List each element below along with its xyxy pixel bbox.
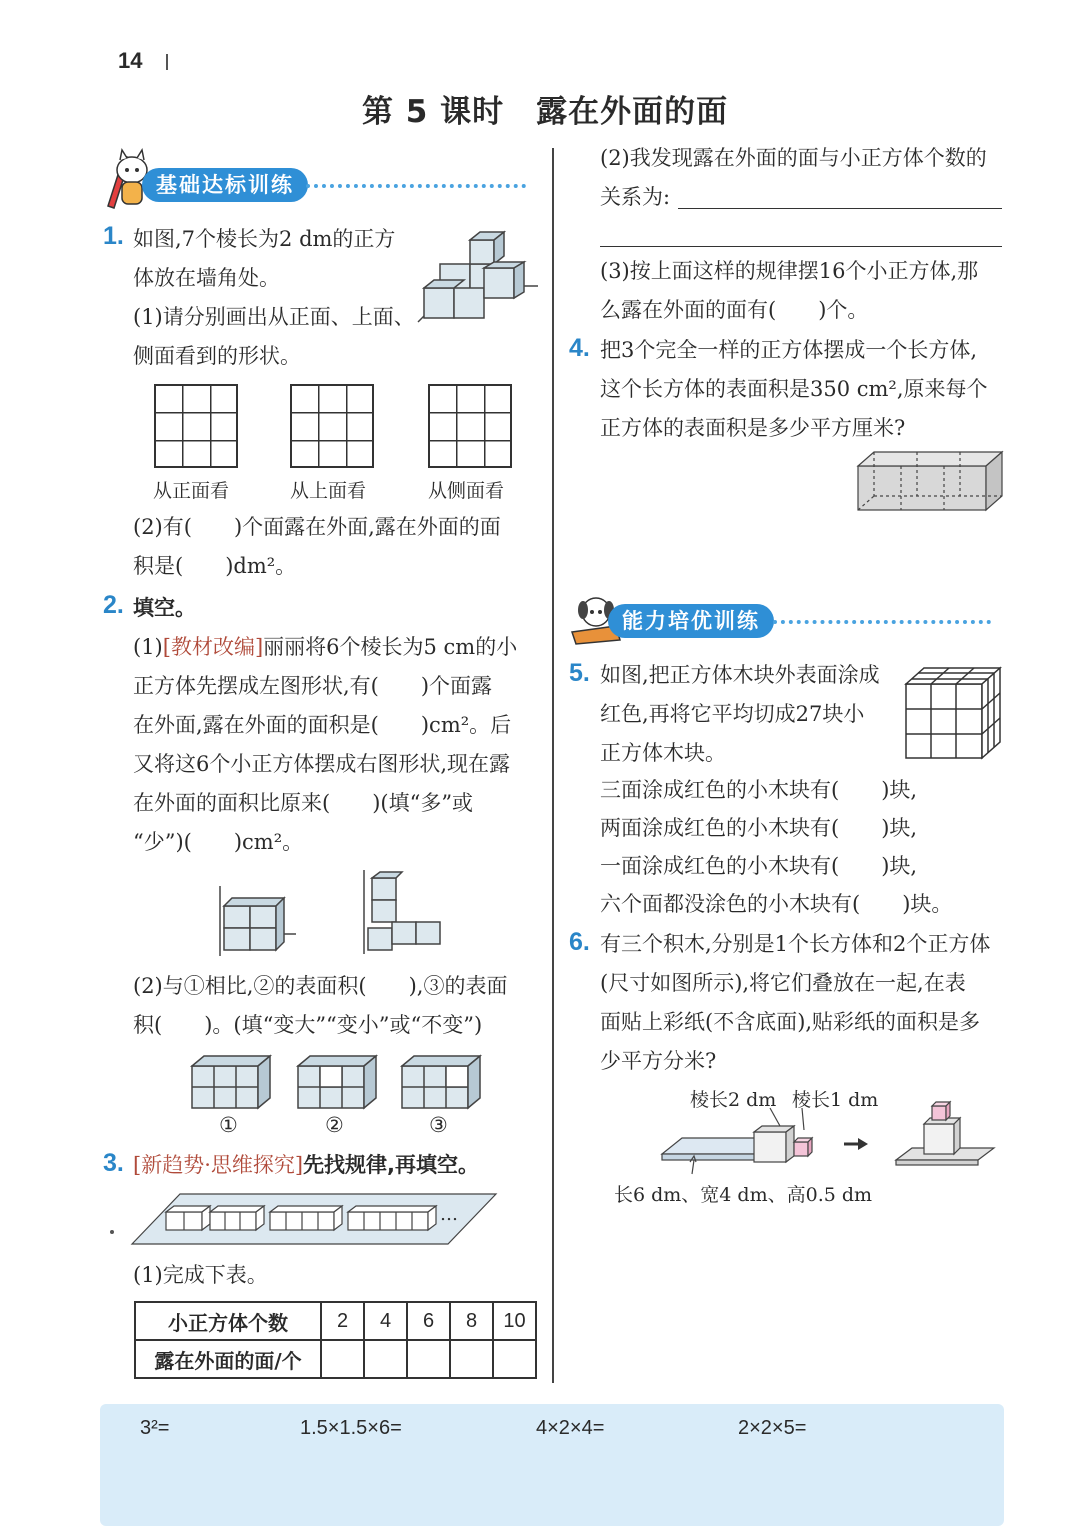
q4-line: 把3个完全一样的正方体摆成一个长方体, [600,338,978,362]
q1-line: 如图,7个棱长为2 dm的正方 [133,227,396,251]
banner-dots [306,184,526,188]
calc-item: 3²= [140,1417,170,1439]
calc-item: 4×2×4= [536,1417,605,1439]
q1-line: 体放在墙角处。 [133,266,280,290]
q5-line: 一面涂成红色的小木块有( )块, [600,854,918,878]
q2-line: 在外面的面积比原来( )(填“多”或 [133,791,474,815]
dimension-label: 长6 dm、宽4 dm、高0.5 dm [614,1184,873,1206]
table-answer-cell[interactable] [450,1340,493,1378]
grid-caption: 从侧面看 [428,480,505,502]
lesson-title: 第 5 课时 露在外面的面 [362,94,729,130]
table-header: 露在外面的面/个 [135,1340,321,1378]
question-number: 6. [569,928,590,956]
q3-part3-line: 么露在外面的面有( )个。 [600,298,869,322]
answer-line[interactable] [678,208,1002,209]
q5-line: 六个面都没涂色的小木块有( )块。 [600,892,953,916]
question-number: 3. [103,1149,124,1177]
q2-line: 又将这6个小正方体摆成右图形状,现在露 [133,752,511,776]
question-number: 5. [569,659,590,687]
table-row [135,1302,536,1340]
q1-line: 侧面看到的形状。 [133,344,301,368]
q5-line: 两面涂成红色的小木块有( )块, [600,816,918,840]
q6-line: (尺寸如图所示),将它们叠放在一起,在表 [600,971,966,995]
section-banner-basic: 基础达标训练 [142,168,308,202]
q5-line: 三面涂成红色的小木块有( )块, [600,778,918,802]
section-banner-advanced: 能力培优训练 [608,604,774,638]
grid-caption: 从上面看 [290,480,367,502]
q2-line: “少”)( )cm²。 [133,830,304,854]
blocks-stacking-figure [660,1100,1000,1178]
figure-label: ③ [429,1113,448,1137]
pattern-ellipsis: … [440,1204,458,1225]
question-number: 4. [569,334,590,362]
banner-dots [773,620,991,624]
q5-line: 正方体木块。 [600,741,726,765]
column-divider [552,148,554,1383]
question-number: 1. [103,222,124,250]
q1-line: (2)有( )个面露在外面,露在外面的面 [133,515,501,539]
q5-line: 红色,再将它平均切成27块小 [600,702,865,726]
cuboid-figure [856,450,1006,514]
calc-item: 2×2×5= [738,1417,807,1439]
q3-table [134,1301,537,1379]
q1-line: (1)请分别画出从正面、上面、 [133,305,415,329]
stray-dot [110,1230,114,1234]
q3-heading-text: 先找规律,再填空。 [303,1153,480,1177]
q2-line: 正方体先摆成左图形状,有( )个面露 [133,674,493,698]
grid-caption: 从正面看 [153,480,230,502]
q2-line: (1)[教材改编]丽丽将6个棱长为5 cm的小 [133,635,518,659]
q2-line: 在外面,露在外面的面积是( )cm²。后 [133,713,512,737]
page-number: 14 [118,48,143,73]
q2-heading: 填空。 [133,596,196,620]
q3-part1: (1)完成下表。 [133,1263,268,1287]
q6-line: 少平方分米? [600,1049,717,1073]
dimension-label: 棱长1 dm [792,1089,879,1111]
drawing-grid-side[interactable] [428,384,512,468]
cube-stack-right-figure [360,864,444,960]
cube-stack-left-figure [216,878,296,958]
cube-corner-figure [410,226,540,330]
table-header: 小正方体个数 [135,1302,321,1340]
question-number: 2. [103,591,124,619]
q1-line: 积是( )dm²。 [133,554,297,578]
q5-line: 如图,把正方体木块外表面涂成 [600,663,880,687]
q2-tag: [教材改编] [162,635,264,659]
cube-block-figure-1 [190,1052,280,1110]
table-cell: 6 [407,1302,450,1340]
table-cell: 10 [493,1302,536,1340]
drawing-grid-front[interactable] [154,384,238,468]
q2-line: 积( )。(填“变大”“变小”或“不变”) [133,1013,483,1037]
right-arrow-icon [844,1138,868,1150]
cube-block-figure-2 [296,1052,386,1110]
table-row [135,1340,536,1378]
q3-tag: [新趋势·思维探究] [133,1153,304,1177]
drawing-grid-top[interactable] [290,384,374,468]
cube-block-figure-3 [400,1052,490,1110]
table-cell: 8 [450,1302,493,1340]
calc-item: 1.5×1.5×6= [300,1417,402,1439]
figure-label: ② [325,1113,344,1137]
painted-cube-figure [902,664,1006,762]
figure-label: ① [219,1113,238,1137]
q3-part3-line: (3)按上面这样的规律摆16个小正方体,那 [600,259,979,283]
q3-part2-line: 关系为: [600,185,671,209]
table-answer-cell[interactable] [407,1340,450,1378]
q3-part2-line: (2)我发现露在外面的面与小正方体个数的 [600,146,987,170]
table-cell: 4 [364,1302,407,1340]
table-answer-cell[interactable] [321,1340,364,1378]
calculation-footer [100,1404,1004,1526]
q6-line: 面贴上彩纸(不含底面),贴彩纸的面积是多 [600,1010,981,1034]
answer-line[interactable] [600,246,1002,247]
table-answer-cell[interactable] [364,1340,407,1378]
q4-line: 这个长方体的表面积是350 cm²,原来每个 [600,377,988,401]
header-divider [166,54,168,70]
q2-line: (2)与①相比,②的表面积( ),③的表面 [133,974,508,998]
table-cell: 2 [321,1302,364,1340]
table-answer-cell[interactable] [493,1340,536,1378]
q6-line: 有三个积木,分别是1个长方体和2个正方体 [600,932,991,956]
q2-line1-text: 丽丽将6个棱长为5 cm的小 [263,635,518,659]
dimension-label: 棱长2 dm [690,1089,777,1111]
q3-heading [133,1146,479,1184]
q4-line: 正方体的表面积是多少平方厘米? [600,416,906,440]
